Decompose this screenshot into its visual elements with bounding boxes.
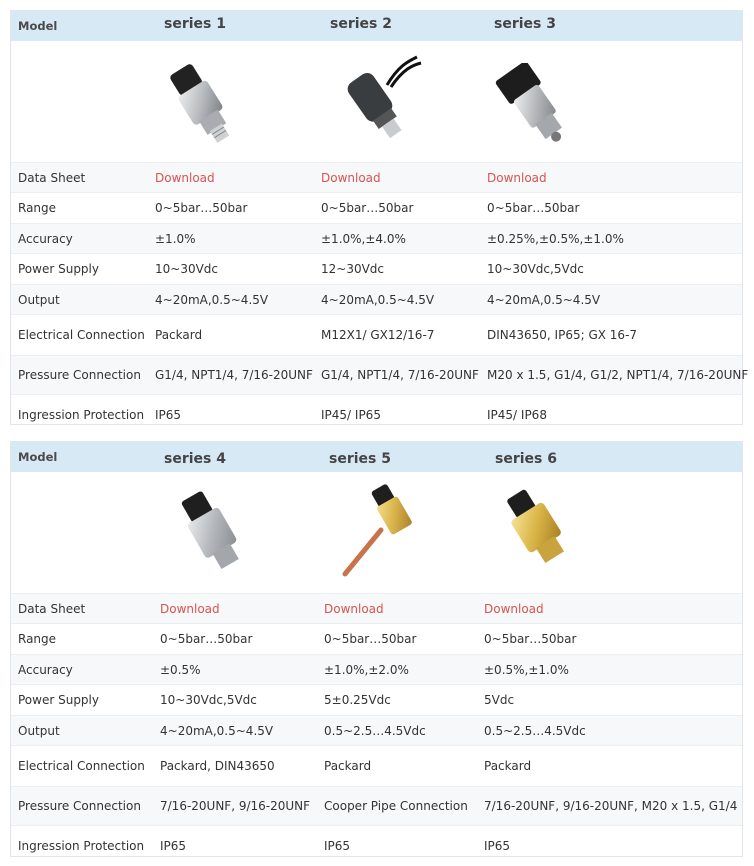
row-label: Power Supply: [18, 693, 99, 707]
product-image-series-2: [329, 55, 424, 147]
cell-value: 0~5bar…50bar: [324, 632, 417, 646]
download-link[interactable]: Download: [484, 602, 544, 616]
cell-value: ±0.5%,±1.0%: [484, 663, 569, 677]
product-image-series-1: [161, 59, 251, 149]
download-link[interactable]: Download: [487, 171, 547, 185]
cell-value: Packard: [324, 759, 372, 773]
download-link[interactable]: Download: [155, 171, 215, 185]
row-ingression-protection: [11, 826, 742, 865]
cell-value: Packard, DIN43650: [160, 759, 275, 773]
row-label: Data Sheet: [18, 602, 86, 616]
cell-value: IP65: [160, 839, 187, 853]
row-label: Output: [18, 293, 60, 307]
spec-table-2: [10, 441, 743, 857]
cell-value: M20 x 1.5, G1/4, G1/2, NPT1/4, 7/16-20UNF: [487, 368, 749, 382]
row-accuracy: [11, 224, 742, 254]
row-label: Ingression Protection: [18, 408, 145, 422]
row-power-supply: [11, 254, 742, 285]
cell-value: 5±0.25Vdc: [324, 693, 391, 707]
cell-value: Packard: [484, 759, 532, 773]
cell-value: ±1.0%,±4.0%: [321, 232, 406, 246]
cell-value: 0~5bar…50bar: [155, 201, 248, 215]
series-6-title: series 6: [495, 451, 557, 467]
cell-value: M12X1/ GX12/16-7: [321, 328, 435, 342]
row-label: Accuracy: [18, 663, 73, 677]
series-1-title: series 1: [164, 16, 226, 32]
row-label: Electrical Connection: [18, 328, 145, 342]
cell-value: 7/16-20UNF, 9/16-20UNF, M20 x 1.5, G1/4: [484, 799, 738, 813]
cell-value: IP45/ IP65: [321, 408, 381, 422]
cell-value: ±0.5%: [160, 663, 201, 677]
model-label: Model: [18, 450, 58, 464]
cell-value: ±0.25%,±0.5%,±1.0%: [487, 232, 624, 246]
model-label: Model: [18, 19, 58, 33]
cell-value: 4~20mA,0.5~4.5V: [155, 293, 269, 307]
row-pressure-connection: [11, 787, 742, 826]
row-range: [11, 193, 742, 224]
table-header: [11, 11, 742, 41]
cell-value: 0.5~2.5…4.5Vdc: [324, 724, 426, 738]
spec-table-1: [10, 10, 749, 425]
row-power-supply: [11, 685, 742, 716]
spec-rows: [11, 163, 749, 434]
row-output: [11, 285, 742, 315]
cell-value: 10~30Vdc: [155, 262, 219, 276]
download-link[interactable]: Download: [324, 602, 384, 616]
cell-value: 0~5bar…50bar: [321, 201, 414, 215]
row-electrical-connection: [11, 315, 742, 356]
product-image-series-5: [329, 484, 424, 584]
row-label: Electrical Connection: [18, 759, 145, 773]
row-label: Range: [18, 201, 57, 215]
cell-value: IP65: [484, 839, 511, 853]
cell-value: 0.5~2.5…4.5Vdc: [484, 724, 586, 738]
row-label: Range: [18, 632, 57, 646]
series-5-title: series 5: [329, 451, 391, 467]
cell-value: 0~5bar…50bar: [160, 632, 253, 646]
table-header: [11, 442, 742, 472]
cell-value: 4~20mA,0.5~4.5V: [487, 293, 601, 307]
product-image-series-4: [169, 488, 259, 580]
series-2-title: series 2: [330, 16, 392, 32]
row-label: Pressure Connection: [18, 799, 141, 813]
row-label: Accuracy: [18, 232, 73, 246]
row-range: [11, 624, 742, 655]
cell-value: 10~30Vdc,5Vdc: [160, 693, 257, 707]
row-data-sheet: [11, 594, 742, 624]
cell-value: 7/16-20UNF, 9/16-20UNF: [160, 799, 311, 813]
cell-value: 10~30Vdc,5Vdc: [487, 262, 584, 276]
row-label: Data Sheet: [18, 171, 86, 185]
download-link[interactable]: Download: [321, 171, 381, 185]
spec-rows: [11, 594, 742, 865]
series-4-title: series 4: [164, 451, 226, 467]
cell-value: 12~30Vdc: [321, 262, 385, 276]
product-image-row: [11, 472, 742, 594]
cell-value: G1/4, NPT1/4, 7/16-20UNF: [321, 368, 479, 382]
product-image-series-6: [491, 488, 586, 580]
row-accuracy: [11, 655, 742, 685]
cell-value: Cooper Pipe Connection: [324, 799, 468, 813]
row-data-sheet: [11, 163, 742, 193]
row-label: Power Supply: [18, 262, 99, 276]
row-label: Ingression Protection: [18, 839, 145, 853]
download-link[interactable]: Download: [160, 602, 220, 616]
cell-value: ±1.0%,±2.0%: [324, 663, 409, 677]
cell-value: DIN43650, IP65; GX 16-7: [487, 328, 638, 342]
cell-value: ±1.0%: [155, 232, 196, 246]
row-label: Pressure Connection: [18, 368, 141, 382]
row-pressure-connection: [11, 356, 749, 395]
cell-value: IP65: [155, 408, 182, 422]
cell-value: G1/4, NPT1/4, 7/16-20UNF: [155, 368, 313, 382]
cell-value: 0~5bar…50bar: [487, 201, 580, 215]
product-image-row: [11, 41, 742, 163]
cell-value: Packard: [155, 328, 203, 342]
cell-value: IP45/ IP68: [487, 408, 547, 422]
row-label: Output: [18, 724, 60, 738]
cell-value: 4~20mA,0.5~4.5V: [321, 293, 435, 307]
row-output: [11, 716, 742, 746]
cell-value: 0~5bar…50bar: [484, 632, 577, 646]
series-3-title: series 3: [494, 16, 556, 32]
cell-value: 5Vdc: [484, 693, 515, 707]
product-image-series-3: [491, 63, 586, 148]
cell-value: IP65: [324, 839, 351, 853]
cell-value: 4~20mA,0.5~4.5V: [160, 724, 274, 738]
row-ingression-protection: [11, 395, 742, 434]
row-electrical-connection: [11, 746, 742, 787]
